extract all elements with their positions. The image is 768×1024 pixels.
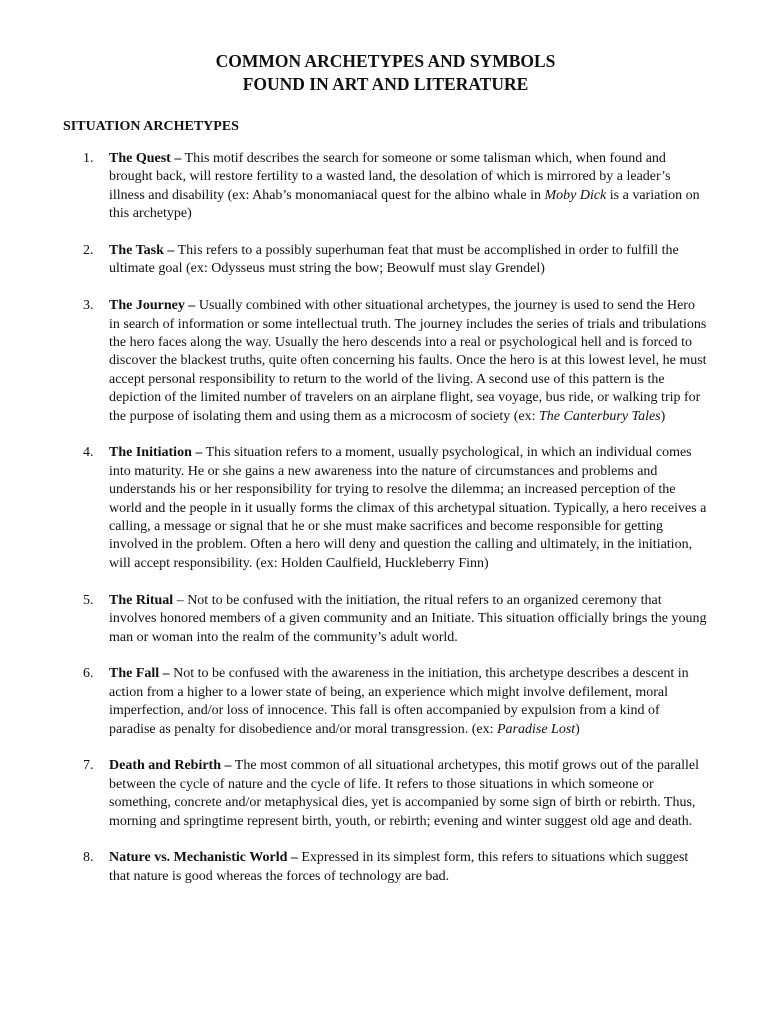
item-number: 4. <box>83 445 94 461</box>
item-number: 2. <box>83 243 94 259</box>
item-italic: Paradise Lost <box>496 721 576 737</box>
list-item <box>63 757 708 831</box>
item-number: 8. <box>83 850 94 866</box>
item-term: The Initiation – <box>109 445 203 461</box>
list-item <box>63 849 708 886</box>
item-italic: The Canterbury Tales <box>539 408 661 424</box>
item-text: Expressed in its simplest form, this refers to situations which suggest that nature is good whereas the forces of technology are bad. <box>109 850 689 884</box>
item-text: This refers to a possibly superhuman feat that must be accomplished in order to fulfill the ultimate goal (ex: Odysseus must string the bow; Beowulf must slay Grendel) <box>109 243 679 277</box>
item-number: 7. <box>83 758 94 774</box>
item-text: The most common of all situational archetypes, this motif grows out of the parallel between the cycle of nature and the cycle of life. It refers to those situations in which someone or something, concrete and/or metaphysical dies, yet is accompanied by some sign of birth or rebirth. Thus, morning and springtime represent birth, youth, or rebirth; evening and winter suggest old age and death. <box>109 758 699 829</box>
archetype-list <box>63 150 708 886</box>
item-text: This situation refers to a moment, usually psychological, in which an individual comes into maturity. He or she gains a new awareness into the nature of circumstances and problems and understands his or her responsibility for trying to resolve the dilemma; an increased perception of the world and the people in it usually forms the climax of this archetypal situation. Typically, a hero receives a calling, a message or signal that he or she must make sacrifices and become responsible for getting involved in the problem. Often a hero will deny and question the calling and ultimately, in the initiation, will accept responsibility. (ex: Holden Caulfield, Huckleberry Finn) <box>109 445 707 571</box>
item-term: The Task – <box>109 243 175 259</box>
list-item <box>63 297 708 426</box>
item-text: – Not to be confused with the initiation, the ritual refers to an organized ceremony that involves honored members of a given community and an Initiate. This situation officially brings the young man or woman into the realm of the community’s adult world. <box>109 592 707 645</box>
list-item <box>63 665 708 739</box>
item-term: Nature vs. Mechanistic World – <box>109 850 298 866</box>
item-text-after: is a variation on this archetype) <box>109 187 700 222</box>
item-term: Death and Rebirth – <box>109 758 232 774</box>
item-term: The Ritual <box>109 592 174 608</box>
title-line-2: FOUND IN ART AND LITERATURE <box>242 74 529 94</box>
item-text-after: ) <box>575 721 580 737</box>
list-item <box>63 444 708 573</box>
document-title <box>63 50 708 96</box>
item-term: The Fall – <box>109 666 170 682</box>
item-text: Usually combined with other situational archetypes, the journey is used to send the Hero in search of information or some intellectual truth. The journey includes the series of trials and tribulations the hero faces along the way. Usually the hero descends into a real or psychological hell and is forced to discover the blackest truths, quite often concerning his faults. Once the hero is at this lowest level, he must accept personal responsibility to return to the world of the living. A second use of this pattern is the depiction of the limited number of travelers on an airplane flight, sea voyage, bus ride, or walking trip for the purpose of isolating them and using them as a microcosm of society (ex: <box>109 298 707 424</box>
item-text: Not to be confused with the awareness in the initiation, this archetype describes a descent in action from a higher to a lower state of being, an experience which might involve defilement, moral imperfection, and/or loss of innocence. This fall is often accompanied by expulsion from a kind of paradise as penalty for disobedience and/or moral transgression. (ex: <box>109 666 689 737</box>
item-number: 3. <box>83 298 94 314</box>
list-item <box>63 592 708 647</box>
item-text-after: ) <box>660 408 666 424</box>
item-number: 1. <box>83 151 94 166</box>
list-item <box>63 150 708 224</box>
item-italic: Moby Dick <box>544 187 607 203</box>
list-item <box>63 242 708 279</box>
item-number: 6. <box>83 666 94 682</box>
item-term: The Journey – <box>109 298 196 314</box>
item-number: 5. <box>83 592 94 608</box>
item-text: This motif describes the search for someone or some talisman which, when found and brought back, will restore fertility to a wasted land, the desolation of which is mirrored by a leader’s illness and disability (ex: Ahab’s monomaniacal quest for the albino whale in <box>109 151 671 203</box>
section-heading: SITUATION ARCHETYPES <box>63 119 239 134</box>
item-term: The Quest – <box>109 151 182 166</box>
title-line-1: COMMON ARCHETYPES AND SYMBOLS <box>215 51 556 71</box>
